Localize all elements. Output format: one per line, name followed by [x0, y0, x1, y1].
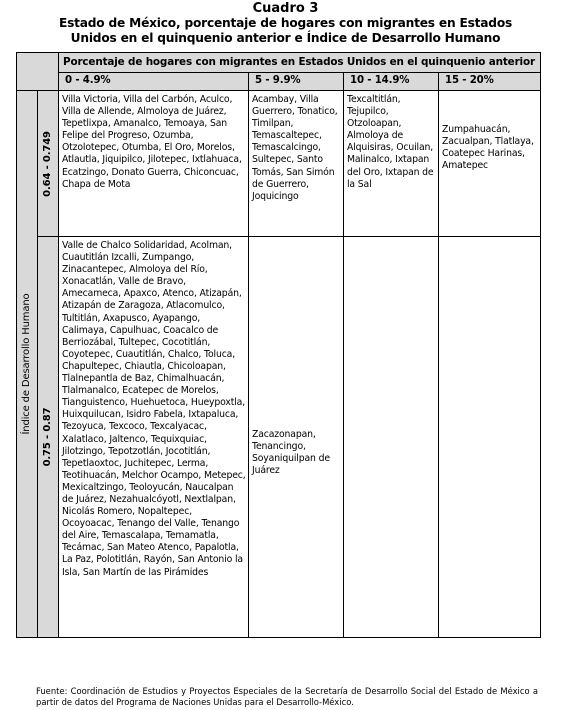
migration-hdi-table: [16, 52, 541, 638]
row-label-cell: [38, 91, 59, 237]
table-cell: Texcaltitlán, Tejupilco, Otzoloapan, Almoloya de Alquisiras, Ocuilan, Malinalco, Ixtapan del Oro, Ixtapan de la Sal: [344, 91, 439, 237]
title-line-1: Cuadro 3: [252, 1, 319, 16]
source-note: Fuente: Coordinación de Estudios y Proyectos Especiales de la Secretaría de Desarrollo Social del Estado de México a partir de datos del Programa de Naciones Unidas para el Desarrollo-México.: [36, 686, 538, 707]
table-cell: Zumpahuacán, Zacualpan, Tlatlaya, Coatepec Harinas, Amatepec: [439, 91, 541, 237]
table-cell: Valle de Chalco Solidaridad, Acolman, Cuautitlán Izcalli, Zumpango, Zinacantepec, Almoloya del Río, Xonacatlán, Valle de Bravo, Amecameca, Apaxco, Atenco, Atizapán, Atizapán de Zaragoza, Atlacomulco, Tultitlán, Axapusco, Ayapango, Calimaya, Capulhuac, Coacalco de Berriozábal, Tultepec, Cocotitlán, Coyotepec, Cuautitlán, Chalco, Toluca, Chapultepec, Chiautla, Chicoloapan, Tlalnepantla de Baz, Chimalhuacán, Tlalmanalco, Ecatepec de Morelos, Tianguistenco, Huehuetoca, Hueypoxtla, Huixquilucan, Isidro Fabela, Ixtapaluca, Tezoyuca, Texcoco, Texcalyacac, Xalatlaco, Jaltenco, Tequixquiac, Jilotzingo, Tepotzotlán, Jocotitlán, Tepetlaoxtoc, Juchitepec, Lerma, Teotihuacán, Melchor Ocampo, Metepec, Mexicaltzingo, Teoloyucán, Naucalpan de Juárez, Nezahualcóyotl, Nextlalpan, Nicolás Romero, Nopaltepec, Ocoyoacac, Tenango del Valle, Tenango del Aire, Temascalapa, Temamatla, Tecámac, San Mateo Atenco, Papalotla, La Paz, Polotitlán, Rayón, San Antonio la Isla, San Martín de las Pirámides: [59, 237, 249, 638]
column-header: 0 - 4.9%: [59, 73, 249, 91]
title-line-2: Estado de México, porcentaje de hogares con migrantes en Estados: [58, 16, 513, 30]
table-cell: [344, 237, 439, 638]
column-header: 10 - 14.9%: [344, 73, 439, 91]
table-cell: Zacazonapan, Tenancingo, Soyaniquilpan de Juárez: [249, 237, 344, 638]
row-axis-label: Índice de Desarrollo Humano: [20, 292, 32, 435]
column-header: 15 - 20%: [439, 73, 541, 91]
row-label-cell: [38, 237, 59, 638]
table-cell: Villa Victoria, Villa del Carbón, Aculco, Villa de Allende, Almoloya de Juárez, Tepetlixpa, Amanalco, Temoaya, San Felipe del Progreso, Ozumba, Otzolotepec, Otumba, El Oro, Morelos, Atlautla, Jiquipilco, Jilotepec, Ixtlahuaca, Ecatzingo, Donato Guerra, Chiconcuac, Chapa de Mota: [59, 91, 249, 237]
corner-cell: [17, 53, 59, 91]
table-title: [0, 1, 571, 46]
column-header: 5 - 9.9%: [249, 73, 344, 91]
row-label: 0.64 - 0.749: [41, 130, 53, 197]
row-axis-cell: [17, 91, 38, 638]
table-cell: Acambay, Villa Guerrero, Tonatico, Timilpan, Temascaltepec, Temascalcingo, Sultepec, Santo Tomás, San Simón de Guerrero, Joquicingo: [249, 91, 344, 237]
table-cell: [439, 237, 541, 638]
column-group-header: Porcentaje de hogares con migrantes en Estados Unidos en el quinquenio anterior: [59, 53, 541, 73]
row-label: 0.75 - 0.87: [41, 407, 53, 467]
title-line-3: Unidos en el quinquenio anterior e Índice de Desarrollo Humano: [70, 31, 501, 45]
